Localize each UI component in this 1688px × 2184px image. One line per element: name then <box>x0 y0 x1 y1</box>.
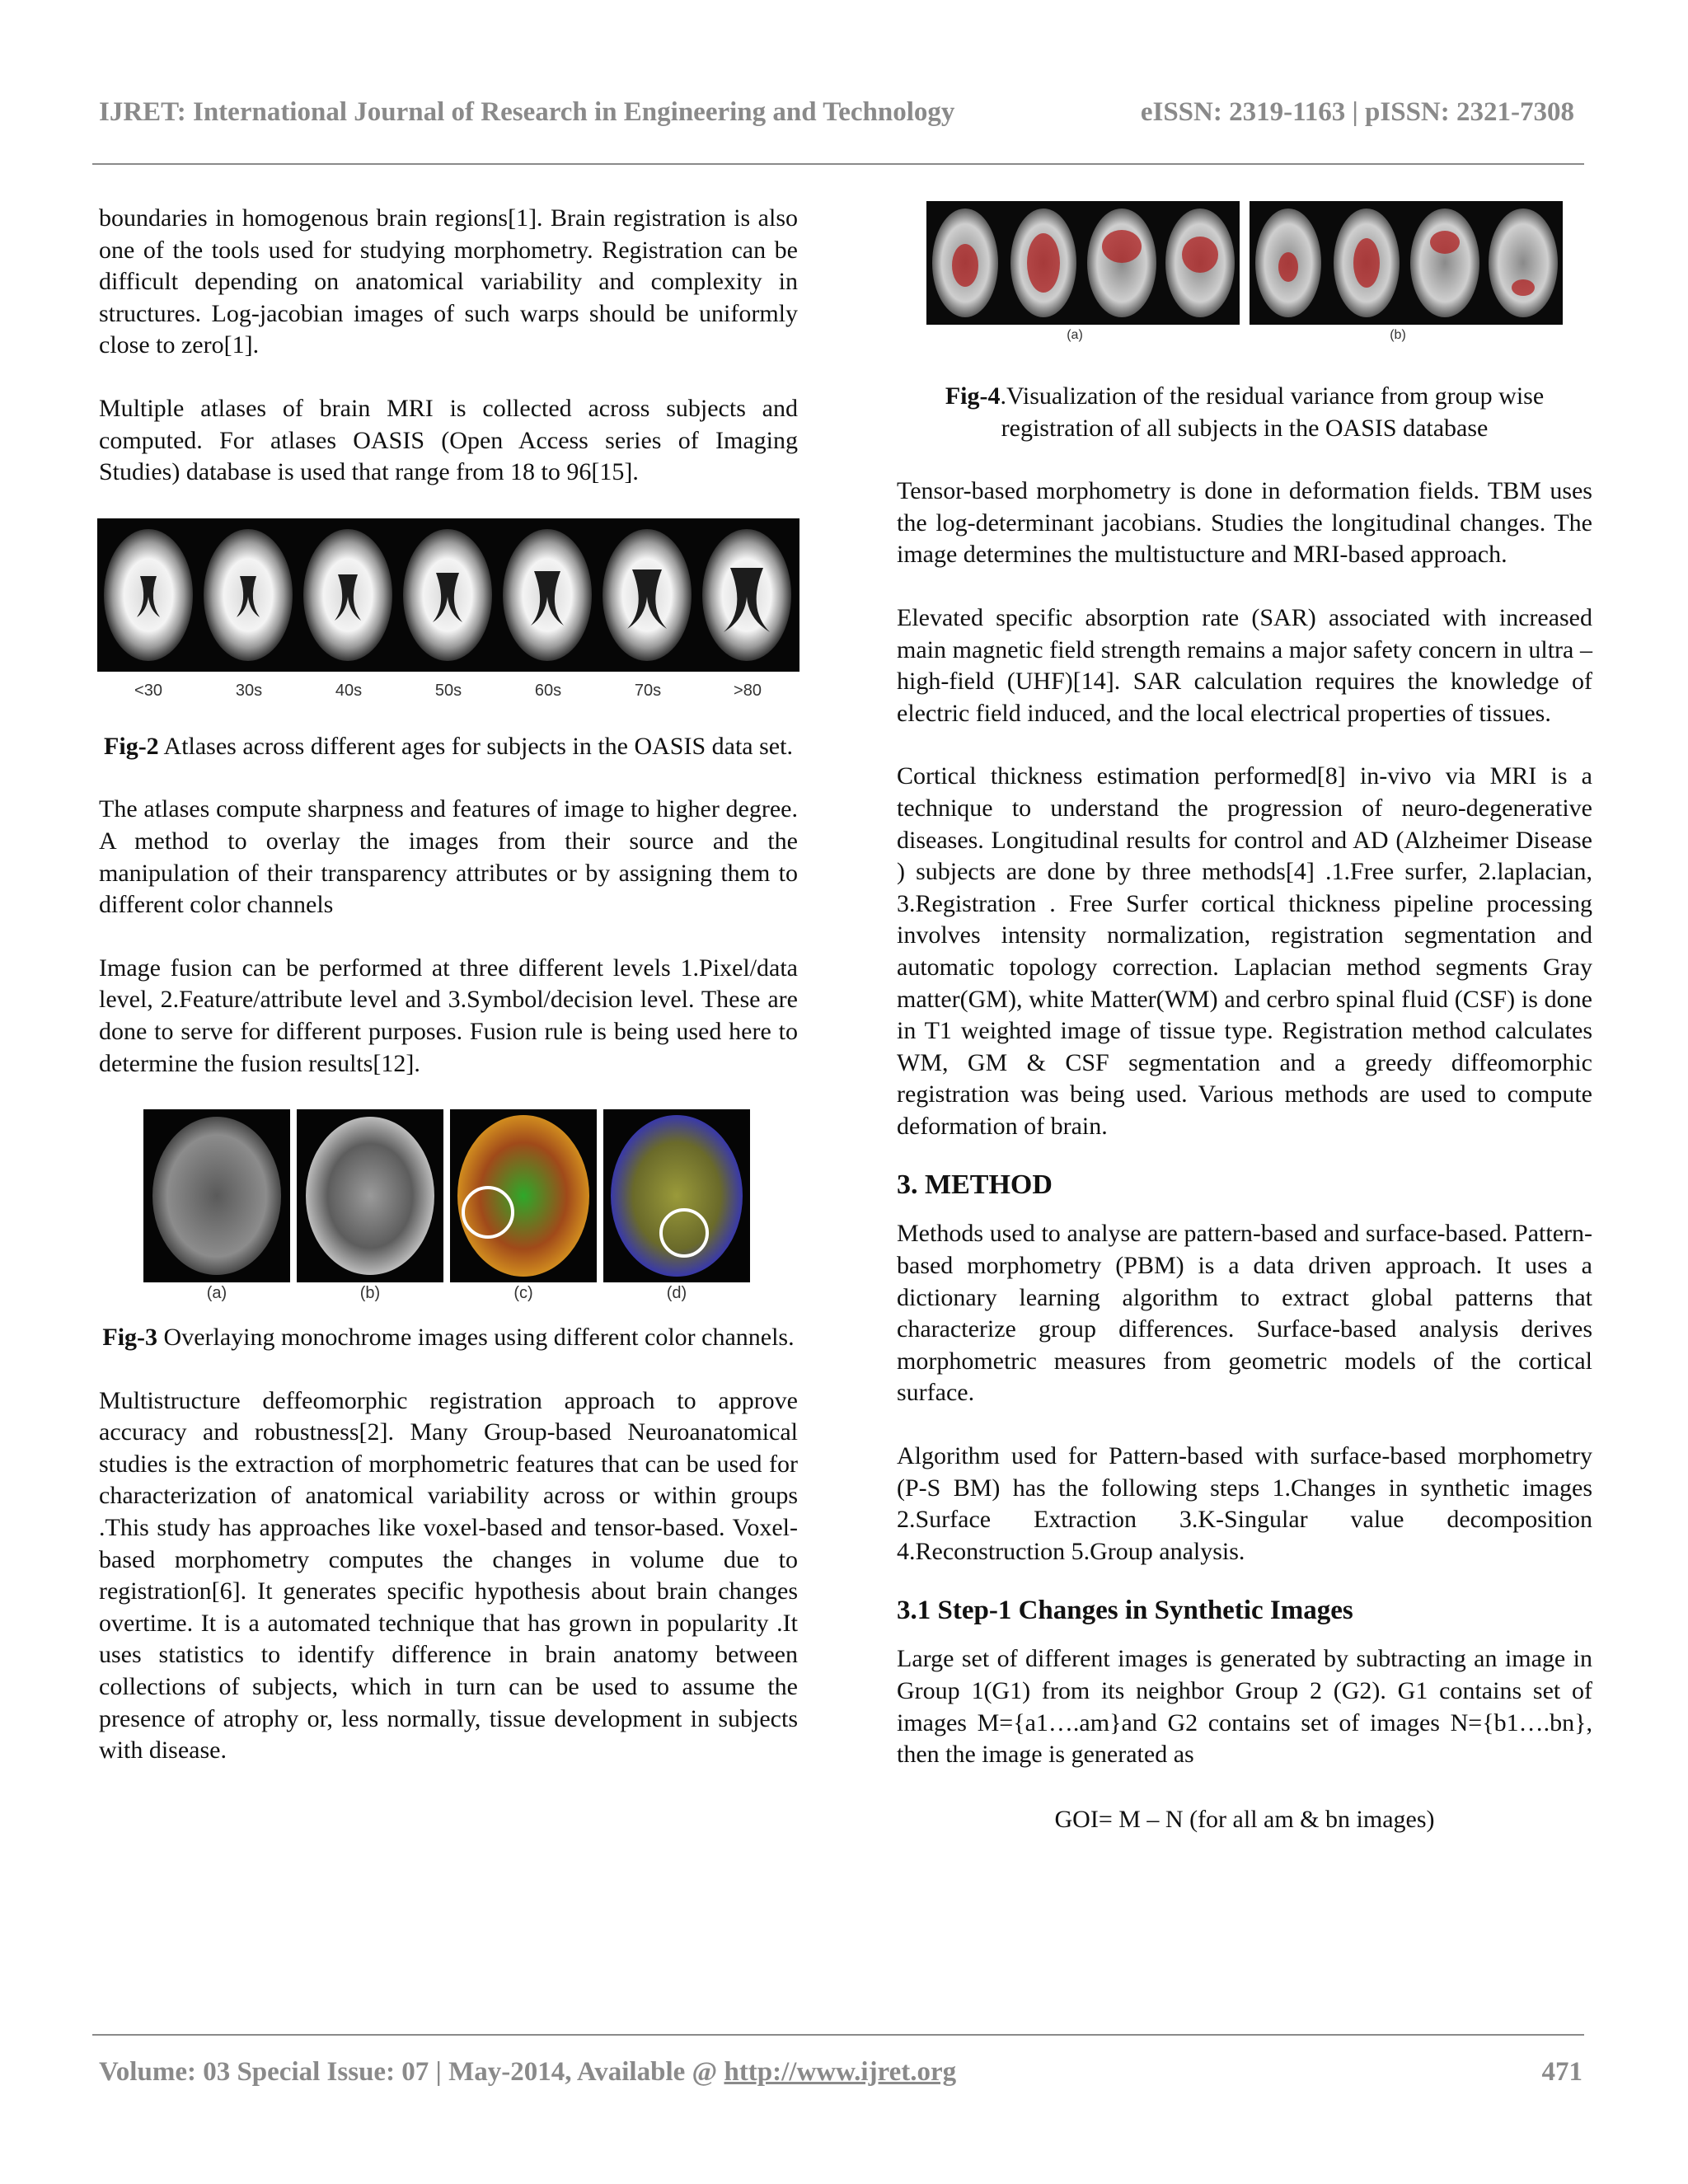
figure-4-caption: Fig-4.Visualization of the residual variance from group wise registration of all subjects in the OASIS database <box>945 382 1545 442</box>
header-rule <box>92 163 1584 165</box>
figure-2-label: >80 <box>734 681 762 700</box>
figure-4 <box>897 201 1592 348</box>
page-number: 471 <box>1541 2057 1582 2087</box>
paragraph: boundaries in homogenous brain regions[1]. Brain registration is also one of the tools used for studying morphometry. Registration can be difficult depending on anatomical variability and complexity in structures. Log-jacobian images of such warps should be uniformly close to zero[1]. <box>99 204 798 359</box>
paragraph: Multistructure deffeomorphic registration approach to approve accuracy and robustness[2]. Many Group-based Neuroanatomical studies is the extraction of morphometric features that can be used for characterization of anatomical variability across or within groups .This study has approaches like voxel-based and tensor-based. Voxel-based morphometry computes the changes in volume due to registration[6]. It generates specific hypothesis about brain changes overtime. It is a automated technique that has grown in popularity .It uses statistics to identify difference in brain anatomy between collections of subjects, which in turn can be used to assume the presence of atrophy or, less normally, tissue development in subjects with disease. <box>99 1386 798 1765</box>
running-footer <box>99 2057 1582 2088</box>
left-column <box>99 203 798 1767</box>
paragraph: Cortical thickness estimation performed[8] in-vivo via MRI is a technique to understand the progression of neuro-degenerative diseases. Longitudinal results for control and AD (Alzheimer Disease ) subjects are done by three methods[4] .1.Free surfer, 2.laplacian, 3.Registration . Free Surfer cortical thickness pipeline processing involves intensity normalization, registration segmentation and automatic topology correction. Laplacian method segments Gray matter(GM), white Matter(WM) and cerbro spinal fluid (CSF) is done in T1 weighted image of tissue type. Registration method calculates WM, GM & CSF segmentation and a greedy diffeomorphic registration was being used. Various methods are used to compute deformation of brain. <box>897 762 1592 1140</box>
paragraph: Image fusion can be performed at three different levels 1.Pixel/data level, 2.Feature/attribute level and 3.Symbol/decision level. These are done to serve for different purposes. Fusion rule is being used here to determine the fusion results[12]. <box>99 954 798 1077</box>
section-heading: 3. METHOD <box>897 1169 1053 1201</box>
figure-2-caption: Fig-2 Atlases across different ages for subjects in the OASIS data set. <box>104 732 793 760</box>
paragraph: The atlases compute sharpness and features of image to higher degree. A method to overlay the images from their source and the manipulation of their transparency attributes or by assigning them to different color channels <box>99 795 798 919</box>
subsection-heading: 3.1 Step-1 Changes in Synthetic Images <box>897 1596 1353 1626</box>
right-column <box>897 201 1592 1835</box>
figure-2-label: 70s <box>634 681 662 700</box>
figure-3-image <box>143 1109 753 1287</box>
figure-3-label: (a) <box>206 1284 227 1303</box>
paragraph: Multiple atlases of brain MRI is collected across subjects and computed. For atlases OASIS (Open Access series of Imaging Studies) database is used that range from 18 to 96[15]. <box>99 394 798 486</box>
figure-3-label: (d) <box>666 1284 687 1303</box>
figure-4-label: (a) <box>1067 328 1083 342</box>
figure-2-image <box>97 518 799 678</box>
paragraph: Tensor-based morphometry is done in deformation fields. TBM uses the log-determinant jacobians. Studies the longitudinal changes. The image determines the multistucture and MRI-based approach. <box>897 477 1592 569</box>
paragraph: Methods used to analyse are pattern-based and surface-based. Pattern-based morphometry (PBM) is a data driven approach. It uses a dictionary learning algorithm to extract global patterns that characterize group differences. Surface-based analysis derives morphometric measures from geometric models of the cortical surface. <box>897 1220 1592 1407</box>
paragraph: Algorithm used for Pattern-based with surface-based morphometry (P-S BM) has the following steps 1.Changes in synthetic images 2.Surface Extraction 3.K-Singular value decomposition 4.Reconstruction 5.Group analysis. <box>897 1442 1592 1565</box>
figure-3 <box>99 1109 798 1307</box>
figure-4-image <box>926 201 1563 330</box>
journal-link[interactable]: http://www.ijret.org <box>724 2057 957 2087</box>
paragraph: Elevated specific absorption rate (SAR) associated with increased main magnetic field strength remains a major safety concern in ultra –high-field (UHF)[14]. SAR calculation requires the knowledge of electric field induced, and the local electrical properties of tissues. <box>897 603 1592 727</box>
figure-2 <box>99 518 798 711</box>
figure-2-label: 60s <box>534 681 562 700</box>
figure-3-caption: Fig-3 Overlaying monochrome images using different color channels. <box>102 1324 795 1352</box>
volume-info: Volume: 03 Special Issue: 07 | May-2014, Available @ http://www.ijret.org <box>99 2057 957 2087</box>
figure-2-label: 50s <box>434 681 462 700</box>
figure-3-label: (c) <box>513 1284 533 1303</box>
figure-2-label: 30s <box>235 681 263 700</box>
figure-4-label: (b) <box>1390 328 1406 342</box>
journal-title: IJRET: International Journal of Research in Engineering and Technology <box>99 97 955 127</box>
footer-rule <box>92 2034 1584 2036</box>
figure-2-label: 40s <box>335 681 363 700</box>
running-header <box>99 97 1574 128</box>
paragraph: Large set of different images is generated by subtracting an image in Group 1(G1) from its neighbor Group 2 (G2). G1 contains set of images M={a1….am}and G2 contains set of images N={b1….bn}, then the image is generated as <box>897 1645 1592 1769</box>
issn: eISSN: 2319-1163 | pISSN: 2321-7308 <box>1140 97 1574 127</box>
figure-2-label: <30 <box>134 681 162 700</box>
figure-3-label: (b) <box>359 1284 381 1303</box>
equation: GOI= M – N (for all am & bn images) <box>1054 1805 1435 1833</box>
